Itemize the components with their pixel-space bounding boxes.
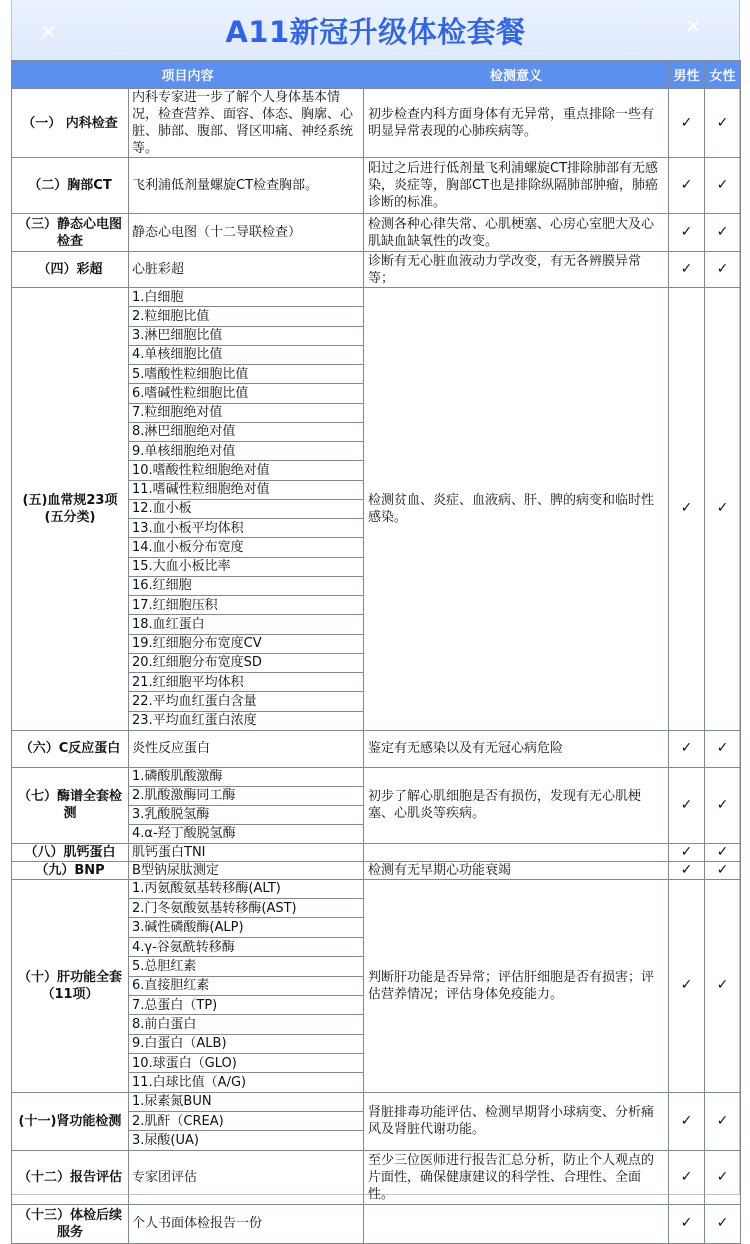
- item-cell: 12.血小板: [129, 499, 364, 518]
- item-cell: 3.乳酸脱氢酶: [129, 805, 364, 824]
- close-x-icon: ✕: [40, 20, 57, 44]
- item-cell: 肌钙蛋白TNI: [129, 843, 364, 861]
- item-cell: 7.总蛋白（TP): [129, 995, 364, 1014]
- category-cell: （十三）体检后续服务: [12, 1204, 129, 1243]
- male-check-icon: ✓: [669, 861, 705, 879]
- meaning-cell: 初步检查内科方面身体有无异常，重点排除一些有明显异常表现的心肺疾病等。: [364, 89, 669, 158]
- item-cell: 1.尿素氮BUN: [129, 1092, 364, 1111]
- item-cell: 23.平均血红蛋白浓度: [129, 711, 364, 730]
- female-check-icon: ✓: [705, 89, 741, 158]
- table-row: [12, 288, 741, 307]
- category-cell: （一） 内科检查: [12, 89, 129, 158]
- category-cell: （二）胸部CT: [12, 158, 129, 214]
- item-cell: 17.红细胞压积: [129, 596, 364, 615]
- category-cell: （十）肝功能全套（11项）: [12, 879, 129, 1092]
- category-cell: （六）C反应蛋白: [12, 730, 129, 767]
- male-check-icon: ✓: [669, 214, 705, 252]
- item-cell: 1.磷酸肌酸激酶: [129, 767, 364, 786]
- item-cell: 心脏彩超: [129, 252, 364, 288]
- item-cell: 2.肌酐（CREA): [129, 1112, 364, 1131]
- item-cell: 内科专家进一步了解个人身体基本情况，检查营养、面容、体态、胸廓、心脏、肺部、腹部、肾区叩痛、神经系统等。: [129, 89, 364, 158]
- meaning-cell: 鉴定有无感染以及有无冠心病危险: [364, 730, 669, 767]
- male-check-icon: ✓: [669, 288, 705, 731]
- meaning-cell: [364, 1204, 669, 1243]
- item-cell: 10.球蛋白（GLO): [129, 1053, 364, 1072]
- item-cell: 6.直接胆红素: [129, 976, 364, 995]
- female-check-icon: ✓: [705, 288, 741, 731]
- male-check-icon: ✓: [669, 1092, 705, 1150]
- meaning-cell: 判断肝功能是否异常；评估肝细胞是否有损害；评估营养情况；评估身体免疫能力。: [364, 879, 669, 1092]
- item-cell: 18.血红蛋白: [129, 615, 364, 634]
- item-cell: 飞利浦低剂量螺旋CT检查胸部。: [129, 158, 364, 214]
- table-header-row: [12, 61, 741, 89]
- meaning-cell: 肾脏排毒功能评估、检测早期肾小球病变、分析痛风及肾脏代谢功能。: [364, 1092, 669, 1150]
- female-check-icon: ✓: [705, 767, 741, 843]
- item-cell: 5.总胆红素: [129, 957, 364, 976]
- item-cell: 炎性反应蛋白: [129, 730, 364, 767]
- male-check-icon: ✓: [669, 730, 705, 767]
- table-row: [12, 767, 741, 786]
- table-row: [12, 158, 741, 214]
- category-cell: （九）BNP: [12, 861, 129, 879]
- category-cell: （三）静态心电图检查: [12, 214, 129, 252]
- female-check-icon: ✓: [705, 843, 741, 861]
- category-cell: （七）酶谱全套检测: [12, 767, 129, 843]
- male-check-icon: ✓: [669, 879, 705, 1092]
- meaning-cell: 检测有无早期心功能衰竭: [364, 861, 669, 879]
- item-cell: 3.淋巴细胞比值: [129, 326, 364, 345]
- female-check-icon: ✓: [705, 252, 741, 288]
- item-cell: 8.前白蛋白: [129, 1015, 364, 1034]
- female-check-icon: ✓: [705, 879, 741, 1092]
- male-check-icon: ✓: [669, 158, 705, 214]
- male-check-icon: ✓: [669, 767, 705, 843]
- male-check-icon: ✓: [669, 843, 705, 861]
- item-cell: 9.单核细胞绝对值: [129, 442, 364, 461]
- item-cell: 个人书面体检报告一份: [129, 1204, 364, 1243]
- item-cell: 22.平均血红蛋白含量: [129, 692, 364, 711]
- item-cell: 4.单核细胞比值: [129, 345, 364, 364]
- item-cell: 2.粒细胞比值: [129, 307, 364, 326]
- title-banner: [12, 0, 739, 60]
- item-cell: 13.血小板平均体积: [129, 519, 364, 538]
- close-x-icon: ✕: [685, 14, 702, 38]
- item-cell: 6.嗜碱性粒细胞比值: [129, 384, 364, 403]
- item-cell: 2.肌酸激酶同工酶: [129, 786, 364, 805]
- header-male: 男性: [669, 61, 705, 89]
- item-cell: 专家团评估: [129, 1150, 364, 1204]
- table-row: [12, 1092, 741, 1111]
- item-cell: 1.白细胞: [129, 288, 364, 307]
- item-cell: 1.丙氨酸氨基转移酶(ALT): [129, 879, 364, 898]
- item-cell: 19.红细胞分布宽度CV: [129, 634, 364, 653]
- item-cell: 11.嗜碱性粒细胞绝对值: [129, 480, 364, 499]
- table-row: [12, 214, 741, 252]
- table-row: [12, 861, 741, 879]
- item-cell: 2.门冬氨酸氨基转移酶(AST): [129, 899, 364, 918]
- table-row: [12, 1204, 741, 1243]
- meaning-cell: 诊断有无心脏血液动力学改变，有无各辨膜异常等；: [364, 252, 669, 288]
- meaning-cell: 初步了解心肌细胞是否有损伤，发现有无心肌梗塞、心肌炎等疾病。: [364, 767, 669, 843]
- item-cell: 7.粒细胞绝对值: [129, 403, 364, 422]
- category-cell: （十二）报告评估: [12, 1150, 129, 1204]
- category-cell: (五)血常规23项(五分类): [12, 288, 129, 731]
- meaning-cell: [364, 843, 669, 861]
- meaning-cell: 检测各种心律失常、心肌梗塞、心房心室肥大及心肌缺血缺氧性的改变。: [364, 214, 669, 252]
- meaning-cell: 至少三位医师进行报告汇总分析，防止个人观点的片面性，确保健康建议的科学性、合理性、全面性。: [364, 1150, 669, 1204]
- item-cell: 3.碱性磷酸酶(ALP): [129, 918, 364, 937]
- table-row: [12, 89, 741, 158]
- meaning-cell: 检测贫血、炎症、血液病、肝、脾的病变和临时性感染。: [364, 288, 669, 731]
- item-cell: B型钠尿肽测定: [129, 861, 364, 879]
- female-check-icon: ✓: [705, 214, 741, 252]
- female-check-icon: ✓: [705, 1150, 741, 1204]
- item-cell: 11.白球比值（A/G): [129, 1073, 364, 1092]
- item-cell: 16.红细胞: [129, 576, 364, 595]
- item-cell: 5.嗜酸性粒细胞比值: [129, 365, 364, 384]
- category-cell: （四）彩超: [12, 252, 129, 288]
- male-check-icon: ✓: [669, 89, 705, 158]
- header-project: 项目内容: [12, 61, 364, 89]
- table-row: [12, 879, 741, 898]
- item-cell: 20.红细胞分布宽度SD: [129, 653, 364, 672]
- item-cell: 8.淋巴细胞绝对值: [129, 422, 364, 441]
- item-cell: 9.白蛋白（ALB): [129, 1034, 364, 1053]
- header-meaning: 检测意义: [364, 61, 669, 89]
- item-cell: 21.红细胞平均体积: [129, 673, 364, 692]
- page-title: A11新冠升级体检套餐: [225, 15, 526, 49]
- table-row: [12, 252, 741, 288]
- category-cell: (十一)肾功能检测: [12, 1092, 129, 1150]
- female-check-icon: ✓: [705, 730, 741, 767]
- female-check-icon: ✓: [705, 1092, 741, 1150]
- meaning-cell: 阳过之后进行低剂量飞利浦螺旋CT排除肺部有无感染，炎症等，胸部CT也是排除纵隔肺部肿瘤，肺癌诊断的标准。: [364, 158, 669, 214]
- item-cell: 静态心电图（十二导联检查）: [129, 214, 364, 252]
- checkup-table: [11, 60, 741, 1244]
- male-check-icon: ✓: [669, 1150, 705, 1204]
- female-check-icon: ✓: [705, 861, 741, 879]
- item-cell: 10.嗜酸性粒细胞绝对值: [129, 461, 364, 480]
- male-check-icon: ✓: [669, 1204, 705, 1243]
- header-female: 女性: [705, 61, 741, 89]
- item-cell: 3.尿酸(UA): [129, 1131, 364, 1150]
- category-cell: （八）肌钙蛋白: [12, 843, 129, 861]
- female-check-icon: ✓: [705, 158, 741, 214]
- item-cell: 4.γ-谷氨酰转移酶: [129, 937, 364, 956]
- table-row: [12, 843, 741, 861]
- male-check-icon: ✓: [669, 252, 705, 288]
- item-cell: 14.血小板分布宽度: [129, 538, 364, 557]
- table-row: [12, 1150, 741, 1204]
- item-cell: 15.大血小板比率: [129, 557, 364, 576]
- item-cell: 4.α-羟丁酸脱氢酶: [129, 824, 364, 843]
- female-check-icon: ✓: [705, 1204, 741, 1243]
- table-row: [12, 730, 741, 767]
